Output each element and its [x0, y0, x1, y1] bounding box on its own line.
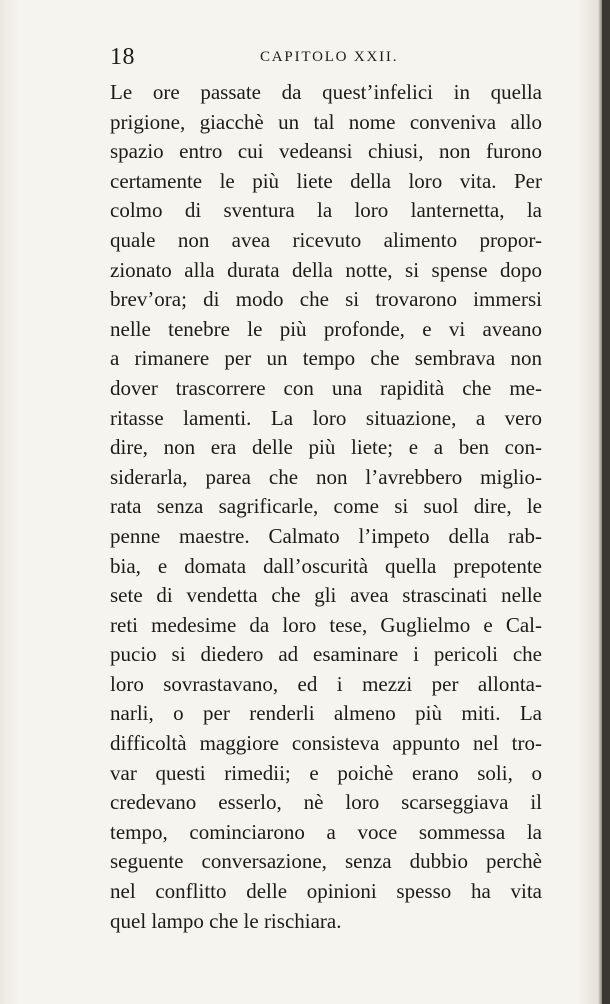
page-number: 18 — [110, 44, 135, 70]
text-line: credevano esserlo, nè loro scarseggiava il — [110, 790, 542, 815]
text-line: colmo di sventura la loro lanternetta, la — [110, 198, 542, 223]
text-line-last: quel lampo che le rischiara. — [110, 908, 342, 933]
body-text — [110, 78, 542, 936]
text-line: prigione, giacchè un tal nome conveniva allo — [110, 109, 542, 134]
text-line: var questi rimedii; e poichè erano soli, o — [110, 760, 542, 785]
text-line: nel conflitto delle opinioni spesso ha vita — [110, 879, 542, 904]
text-line: nelle tenebre le più profonde, e vi aveano — [110, 316, 542, 341]
text-line: seguente conversazione, senza dubbio perchè — [110, 849, 542, 874]
text-line: spazio entro cui vedeansi chiusi, non furono — [110, 139, 542, 164]
text-line: dire, non era delle più liete; e a ben con- — [110, 435, 542, 460]
page-edge-shadow — [602, 0, 610, 1004]
text-line: pucio si diedero ad esaminare i pericoli che — [110, 642, 542, 667]
text-line: ritasse lamenti. La loro situazione, a vero — [110, 405, 542, 430]
text-line: reti medesime da loro tese, Guglielmo e Cal- — [110, 612, 542, 637]
running-head: CAPITOLO XXII. — [260, 49, 399, 65]
text-line: zionato alla durata della notte, si spense dopo — [110, 257, 542, 282]
text-line: sete di vendetta che gli avea strascinati nelle — [110, 583, 542, 608]
text-line: a rimanere per un tempo che sembrava non — [110, 346, 542, 371]
text-line: quale non avea ricevuto alimento propor- — [110, 227, 542, 252]
text-line: difficoltà maggiore consisteva appunto nel tro- — [110, 731, 542, 756]
text-line: narli, o per renderli almeno più miti. La — [110, 701, 542, 726]
text-line: rata senza sagrificarle, come si suol dire, le — [110, 494, 542, 519]
text-line: Le ore passate da quest’infelici in quella — [110, 80, 542, 104]
text-line: bia, e domata dall’oscurità quella prepotente — [110, 553, 542, 578]
page-header — [110, 44, 550, 76]
text-line: loro sovrastavano, ed i mezzi per allonta- — [110, 671, 542, 696]
text-line: penne maestre. Calmato l’impeto della rab- — [110, 523, 542, 548]
text-line: dover trascorrere con una rapidità che me- — [110, 375, 542, 400]
text-line: certamente le più liete della loro vita. Per — [110, 168, 542, 193]
text-line: siderarla, parea che non l’avrebbero miglio- — [110, 464, 542, 489]
text-line: brev’ora; di modo che si trovarono immersi — [110, 287, 542, 312]
text-line: tempo, cominciarono a voce sommessa la — [110, 819, 542, 844]
